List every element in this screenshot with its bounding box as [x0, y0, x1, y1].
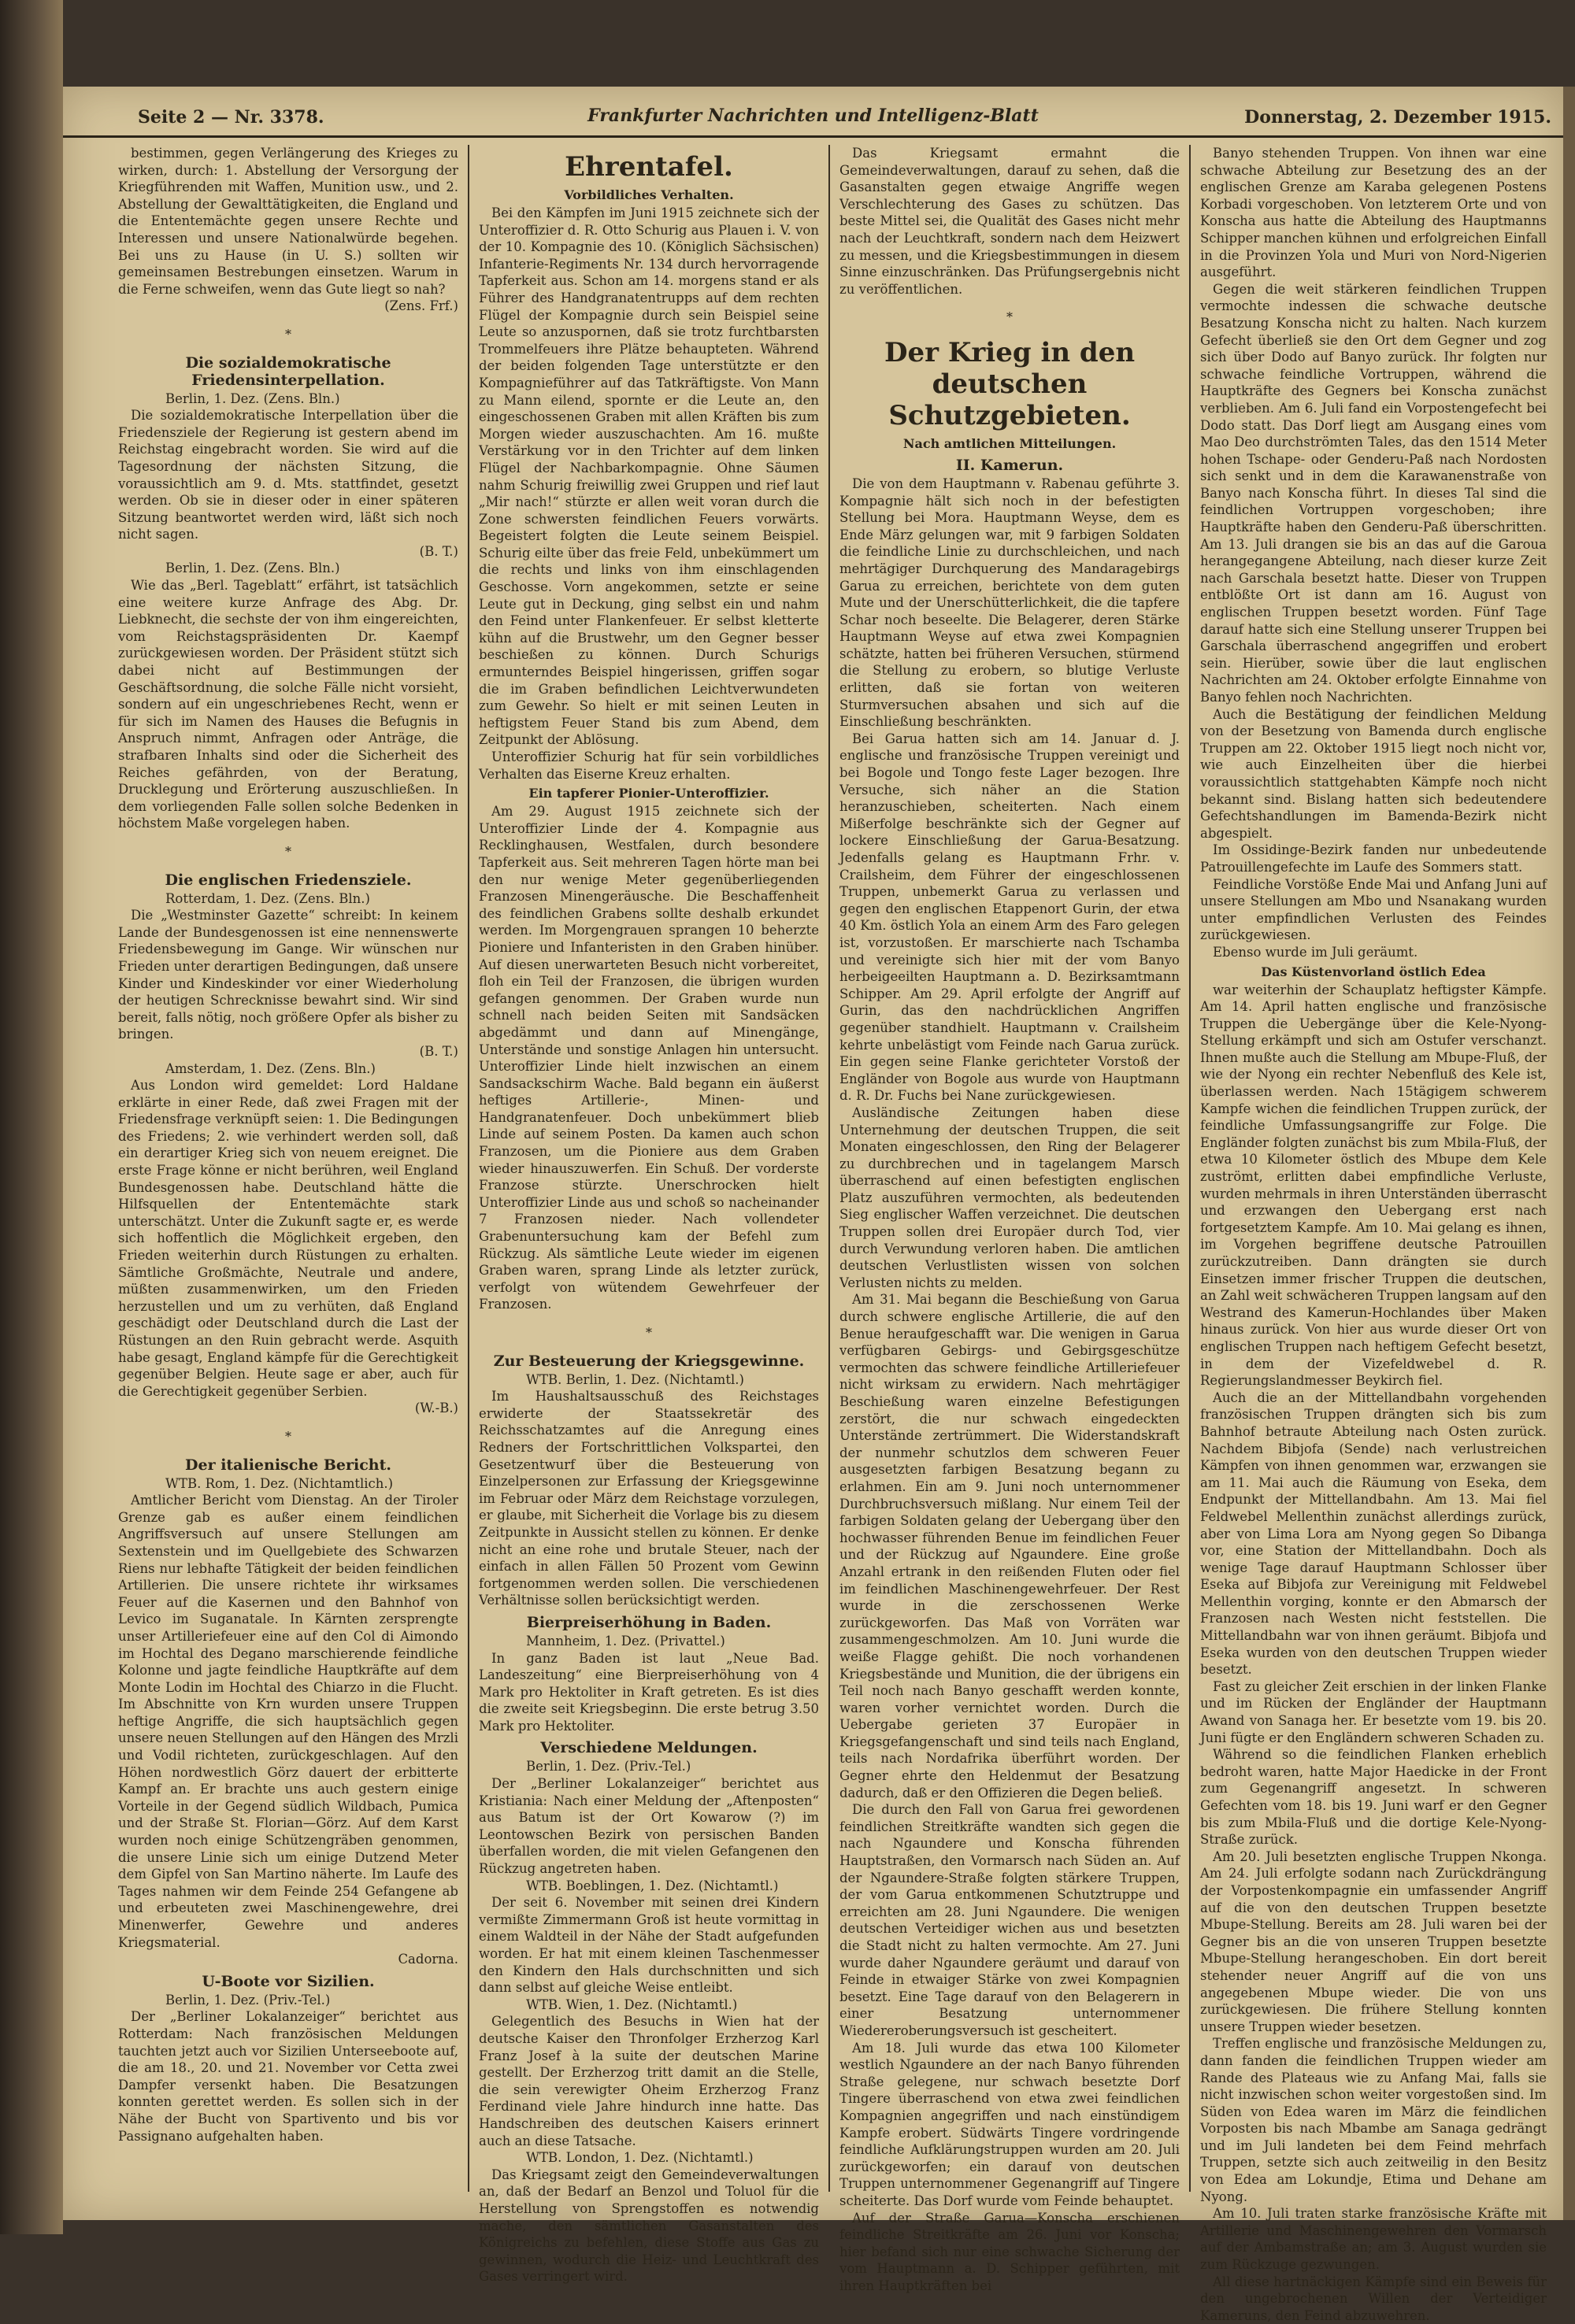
column-rule — [468, 145, 469, 2192]
article-paragraph: Während so die feindlichen Flanken erheblich bedroht waren, hatte Major Haedicke in der Front zum Gegenangriff angesetzt. In schweren Gefechten vom 18. bis 19. Juni warf er den Gegner bis zum Mbila-Fluß und die dortige Kele-Nyong-Straße zurück. — [1200, 1747, 1547, 1848]
dateline: WTB. London, 1. Dez. (Nichtamtl.) — [526, 2150, 754, 2166]
dateline: Berlin, 1. Dez. (Priv.-Tel.) — [526, 1759, 691, 1774]
article-paragraph: Ausländische Zeitungen haben diese Unternehmung der deutschen Truppen, die seit Monaten eingeschlossen, den Ring der Belagerer zu durchbrechen und in tagelangem Marsch überraschend auf einen befestigten englischen Platz auszuführen vermochten, als bedeutenden Sieg englischer Waffen verzeichnet. Die deutschen Truppen sollen drei Europäer durch Tod, vier durch Verwundung verloren haben. Die amtlichen deutschen Verlustlisten wissen von solchen Verlusten nichts zu melden. — [839, 1105, 1180, 1290]
column-3 — [839, 145, 1180, 2293]
subheadline: Nach amtlichen Mitteilungen. — [902, 435, 1117, 451]
article-paragraph: Am 29. August 1915 zeichnete sich der Unteroffizier Linde der 4. Kompagnie aus Recklinghausen, Westfalen, durch besondere Tapferkeit aus. Seit mehreren Tagen hörte man bei den nur wenige Meter gegenüberliegenden Franzosen Minengeräusche. Die Beschaffenheit des feindlichen Grabens sollte deshalb erkundet werden. Im Morgengrauen sprangen 10 beherzte Pioniere und Infanteristen in den Graben hinüber. Auf diesen unerwarteten Besuch nicht vorbereitet, floh ein Teil der Franzosen, die übrigen wurden gefangen genommen. Der Graben wurde nun schnell nach beiden Seiten mit Sandsäcken abgedämmt und dann auf Minengänge, Unterstände und sonstige Anlagen hin untersucht. Unteroffizier Linde hielt inzwischen an einem Sandsackschirm Wache. Bald begann ein äußerst heftiges Artillerie-, Minen- und Handgranatenfeuer. Doch unbekümmert blieb Linde auf seinem Posten. Da kamen auch schon Franzosen, um die Pioniere aus dem Graben wieder hinauszuwerfen. Ein Schuß. Der vorderste Franzose stürzte. Unerschrocken hielt Unteroffizier Linde aus und schoß so nacheinander 7 Franzosen nieder. Nach vollendeter Grabenuntersuchung kam der Befehl zum Rückzug. Als sämtliche Leute wieder im eigenen Graben waren, sprang Linde als letzter zurück, verfolgt von wütendem Gewehrfeuer der Franzosen. — [479, 804, 819, 1312]
article-continuation: bestimmen, gegen Verlängerung des Krieges zu wirken, durch: 1. Abstellung der Versorgung der Kriegführenden mit Waffen, Munition usw., und 2. Abstellung der Gewalttätigkeiten, die England und die Ententemächte gegen unsere Rechte und Interessen und unsere Nationalwürde begehen. Bei uns zu Hause (in U. S.) sollten wir gemeinsamen Bestrebungen einsetzen. Warum in die Ferne schweifen, wenn das Gute liegt so nah? — [118, 146, 458, 297]
book-binding — [0, 0, 63, 2234]
article-paragraph: Die durch den Fall von Garua frei gewordenen feindlichen Streitkräfte wandten sich gegen die nach Ngaundere und Konscha führenden Hauptstraßen, den Vormarsch nach Süden an. Auf der Ngaundere-Straße folgten stärkere Truppen, der vom Garua entkommenen Schutztruppe und erreichten am 28. Juni Ngaundere. Die wenigen deutschen Verteidiger wichen aus und besetzten die Stadt nicht zu halten vermochte. Am 27. Juni wurde daher Ngaundere geräumt und darauf von Feinde in etwaiger Stärke von zwei Kompagnien besetzt. Eine Tage darauf von den Belagerern in einer Besatzung unternommener Wiedereroberungsversuch ist gescheitert. — [839, 1802, 1180, 2038]
headline-krieg-schutzgebiete: Der Krieg in den deutschen Schutzgebieten. — [884, 336, 1136, 431]
newspaper-title: Frankfurter Nachrichten und Intelligenz-Blatt — [587, 105, 1039, 126]
newspaper-page — [63, 87, 1563, 2323]
article-paragraph: Im Ossidinge-Bezirk fanden nur unbedeutende Patrouillengefechte im Laufe des Sommers statt. — [1200, 842, 1547, 875]
dateline: Mannheim, 1. Dez. (Privattel.) — [526, 1633, 725, 1649]
subheadline-kuestenvorland: Das Küstenvorland östlich Edea — [1261, 964, 1486, 979]
column-rule — [828, 145, 830, 2192]
article-paragraph: Wie das „Berl. Tageblatt“ erfährt, ist tatsächlich eine weitere kurze Anfrage des Abg. Dr. Liebknecht, die sechste der von ihm eingereichten, vom Reichstagspräsidenten Dr. Kaempf zurückgewiesen worden. Der Präsident stützt sich dabei nicht auf Bestimmungen der Geschäftsordnung, die solche Fälle nicht vorsieht, sondern auf ein ungeschriebenes Recht, wenn er für sich im Namen des Hauses die Befugnis in Anspruch nimmt, Anfragen oder Anträge, die strafbaren Inhalts sind oder die Sicherheit des Reiches gefährden, von der Beratung, Drucklegung und Erörterung auszuschließen. In dem vorliegenden Falle sollen solche Bedenken in höchstem Maße vorgelegen haben. — [118, 578, 458, 831]
separator: * — [285, 1428, 291, 1444]
article-paragraph: Die sozialdemokratische Interpellation über die Friedensziele der Regierung ist gestern abend im Reichstag eingebracht worden. Sie wird auf die Tagesordnung der nächsten Sitzung, die voraussichtlich am 9. d. Mts. stattfindet, gesetzt werden. Ob sie in dieser oder in einer späteren Sitzung beantwortet werden wird, läßt sich noch nicht sagen. — [118, 408, 458, 542]
subheadline: Vorbildliches Verhalten. — [564, 187, 734, 202]
article-paragraph: Fast zu gleicher Zeit erschien in der linken Flanke und im Rücken der Engländer der Hauptmann Awand von Sanaga her. Er besetzte vom 19. bis 20. Juni fügte er den Engländern schweren Schaden zu. — [1200, 1678, 1547, 1745]
subheadline: Ein tapferer Pionier-Unteroffizier. — [528, 786, 769, 801]
headline-u-boote: U-Boote vor Sizilien. — [202, 1972, 375, 1990]
headline-friedensziele: Die englischen Friedensziele. — [165, 871, 412, 889]
dateline: WTB. Boeblingen, 1. Dez. (Nichtamtl.) — [526, 1878, 779, 1893]
article-paragraph: Die von dem Hauptmann v. Rabenau geführte 3. Kompagnie hält sich noch in der befestigten Stellung bei Mora. Hauptmann Weyse, dem es Ende März gelungen war, mit 9 farbigen Soldaten die feindliche Linie zu durchschleichen, und nach mehrtägiger Durchquerung des Mandaragebirgs Garua zu erreichen, berichtete von dem guten Mute und der Unerschütterlichkeit, die die tapfere Schar noch beseelte. Die Belagerer, deren Stärke Hauptmann Weyse auf etwa zwei Kompagnien schätzte, hatten bei früheren Versuchen, stürmend die Stellung zu erobern, so blutige Verluste erlitten, daß sie fortan von weiteren Sturmversuchen absahen und sich auf die Einschließung beschränkten. — [839, 476, 1180, 730]
article-paragraph: Feindliche Vorstöße Ende Mai und Anfang Juni auf unsere Stellungen am Mbo und Nsanakang wurden unter empfindlichen Verlusten des Feindes zurückgewiesen. — [1200, 876, 1547, 943]
article-paragraph: Auch die Bestätigung der feindlichen Meldung von der Besetzung von Bamenda durch englische Truppen am 22. Oktober 1915 liegt noch nicht vor, wie auch Einzelheiten über die hierbei voraussichtlich stattgehabten Kämpfe noch nicht bekannt sind. Bislang hatten sich bedeutendere Gefechtshandlungen im Bamenda-Bezirk nicht abgespielt. — [1200, 706, 1547, 841]
column-1 — [118, 145, 458, 2207]
article-paragraph: Der „Berliner Lokalanzeiger“ berichtet aus Kristiania: Nach einer Meldung der „Aftenposten“ aus Batum ist der Ort Kowarow (?) im Leontowschen Bezirk von persischen Banden überfallen worden, die mit vielen Gefangenen den Rückzug angetreten haben. — [479, 1776, 819, 1877]
article-paragraph: Gelegentlich des Besuchs in Wien hat der deutsche Kaiser den Thronfolger Erzherzog Karl Franz Josef à la suite der deutschen Marine gestellt. Der Erzherzog tritt damit an die Stelle, die sein verewigter Oheim Erzherzog Franz Ferdinand viele Jahre hindurch inne hatte. Das Handschreiben des deutschen Kaisers erinnert auch an diese Tatsache. — [479, 2014, 819, 2148]
article-continuation: Das Kriegsamt ermahnt die Gemeindeverwaltungen, darauf zu sehen, daß die Gasanstalten gegen etwaige Angriffe wegen Verschlechterung des Gases zu schützen. Das beste Mittel sei, die Qualität des Gases nicht mehr nach der Leuchtkraft, sondern nach dem Heizwert zu messen, und die Kriegsbestimmungen in diesem Sinne einzuschränken. Das Prüfungsergebnis nicht zu veröffentlichen. — [839, 146, 1180, 297]
page-edge — [1563, 87, 1575, 2220]
article-paragraph: Banyo stehenden Truppen. Von ihnen war eine schwache Abteilung zur Besetzung des an der englischen Grenze am Karaba gelegenen Postens Korbadi vorgeschoben. Von letzterem Orte und von Konscha aus hatte die Abteilung des Hauptmanns Schipper manchen kühnen und erfolgreichen Einfall in die Provinzen Yola und Muri von Nord-Nigerien ausgeführt. — [1200, 146, 1547, 280]
headline-bierpreis: Bierpreiserhöhung in Baden. — [526, 1613, 772, 1631]
article-paragraph: Gegen die weit stärkeren feindlichen Truppen vermochte indessen die schwache deutsche Besatzung Konscha nicht zu halten. Nach kurzem Gefecht überließ sie den Ort dem Gegner und zog sich über Dodo auf Banyo zurück. Ihr folgten nur schwache feindliche Vortruppen, während die Hauptkräfte des Gegners bei Konscha zunächst verblieben. Am 6. Juli fand ein Vorpostengefecht bei Dodo statt. Das Dorf liegt am Ausgang eines vom Mao Deo durchströmten Tales, das den 1514 Meter hohen Tschape- oder Genderu-Paß nach Nordosten sich senkt und in dem die Karawanenstraße von Banyo nach Konscha führt. In dieses Tal sind die feindlichen Vortruppen vorgeschoben; ihre Hauptkräfte haben den Genderu-Paß überschritten. Am 13. Juli drangen sie bis an das auf die Garoua herangegangene Abteilung, nach dieser kurze Zeit nach Garschala besetzt hatte. Dieser von Truppen entblößte Ort ist dann am 16. August von englischen Truppen besetzt worden. Fünf Tage darauf hatte sich eine Stellung unserer Truppen bei Garschala überraschend angegriffen und erobert sein. Hierüber, sowie über die laut englischen Nachrichten am 24. Oktober erfolgte Einnahme von Banyo fehlen noch Nachrichten. — [1200, 281, 1547, 705]
article-paragraph: In ganz Baden ist laut „Neue Bad. Landeszeitung“ eine Bierpreiserhöhung von 4 Mark pro Hektoliter in Kraft getreten. Es ist dies die zweite seit Kriegsbeginn. Die erste betrug 3.50 Mark pro Hektoliter. — [479, 1650, 819, 1734]
source-note: (B. T.) — [419, 543, 458, 559]
section-heading-kamerun: II. Kamerun. — [955, 456, 1064, 474]
dateline: Berlin, 1. Dez. (Zens. Bln.) — [165, 390, 340, 406]
headline-ehrentafel: Ehrentafel. — [565, 151, 733, 183]
article-paragraph: Auch die an der Mittellandbahn vorgehenden französischen Truppen drängten sich bis zum Bahnhof betraute Abteilung nach Osten zurück. Nachdem Bibjofa (Sende) nach verlustreichen Kämpfen von ihnen genommen war, erzwangen sie am 11. Mai auch die Räumung von Eseka, dem Endpunkt der Mittellandbahn. Am 13. Mai fiel Feldwebel Mellenthin zunächst allerdings zurück, aber von Lima Lora am Nyong gegen So Dibanga vor, eine Station der Mittellandbahn. Doch als wenige Tage darauf Hauptmann Schlosser über Eseka auf Bibjofa zur Vereinigung mit Feldwebel Mellenthin vorging, konnte er den Abmarsch der Franzosen nach Westen nicht feststellen. Die Mittellandbahn war von ihnen geräumt. Bibjofa und Eseka wurden von den deutschen Truppen wieder besetzt. — [1200, 1390, 1547, 1678]
article-paragraph: Unteroffizier Schurig hat für sein vorbildliches Verhalten das Eiserne Kreuz erhalten. — [479, 749, 819, 782]
article-paragraph: Im Haushaltsausschuß des Reichstages erwiderte der Staatssekretär des Reichsschatzamtes auf die Anregung eines Redners der Fortschrittlichen Volkspartei, den Gesetzentwurf über die Besteuerung von Einzelpersonen zur Erfassung der Kriegsgewinne im Februar oder März dem Reichstage vorzulegen, er glaube, mit Sicherheit die Vorlage bis zu diesem Zeitpunkte in Aussicht stellen zu können. Er denke nicht an eine rohe und brutale Steuer, nach der einfach in allen Fällen 50 Prozent vom Gewinn fortgenommen werden sollen. Die verschiedenen Verhältnisse sollen berücksichtigt werden. — [479, 1389, 819, 1608]
column-4 — [1200, 145, 1547, 2323]
dateline: Rotterdam, 1. Dez. (Zens. Bln.) — [165, 890, 370, 906]
headline-kriegsgewinne: Zur Besteuerung der Kriegsgewinne. — [493, 1352, 805, 1370]
headline-interpellation: Die sozialdemokratische Friedensinterpellation. — [185, 353, 391, 389]
article-paragraph: Aus London wird gemeldet: Lord Haldane erklärte in einer Rede, daß zwei Fragen mit der Friedensfrage verknüpft seien: 1. Die Bedingungen des Friedens; 2. wie verhindert werden soll, daß ein derartiger Krieg sich von neuem ereignet. Die erste Frage könne er nicht berühren, weil England Bundesgenossen habe. Deutschland hätte die Hilfsquellen der Ententemächte stark unterschätzt. Unter die Zukunft sagte er, es werde sich hoffentlich die Möglichkeit ergeben, den Frieden weiterhin durch Rüstungen zu erhalten. Sämtliche Großmächte, Neutrale und andere, müßten zusammenwirken, um den Frieden herzustellen und um zu verhüten, daß England geschädigt oder Deutschland durch die Last der Rüstungen an den Ruin gebracht werde. Asquith habe gesagt, England kämpfe für die Gerechtigkeit gegenüber Belgien. Heute sage er aber, auch für die Gerechtigkeit gegenüber Serbien. — [118, 1078, 458, 1399]
signature: Cadorna. — [398, 1952, 458, 1967]
separator: * — [1006, 309, 1013, 325]
column-rule — [1189, 145, 1191, 2192]
article-paragraph: Bei den Kämpfen im Juni 1915 zeichnete sich der Unteroffizier d. R. Otto Schurig aus Plauen i. V. von der 10. Kompagnie des 10. (Königlich Sächsischen) Infanterie-Regiments Nr. 134 durch hervorragende Tapferkeit aus. Schon am 14. morgens stand er als Führer des Handgranatentrupps auf dem rechten Flügel der Kompagnie durch sein Beispiel seine Leute so anzuspornen, daß sie trotz furchtbarsten Trommelfeuers ihre Plätze behaupteten. Während der beiden folgenden Tage unterstützte er den Kompagnieführer auf das Tatkräftigste. Von Mann zu Mann eilend, spornte er die Leute an, den eingeschossenen Graben mit allen Kräften bis zum Morgen wieder auszuschachten. Am 16. mußte Verstärkung vor in den Trichter auf dem linken Flügel der Nachbarkompagnie. Ohne Säumen nahm Schurig freiwillig zwei Gruppen und rief laut „Mir nach!“ stürzte er allen weit voran durch die Zone schwersten feindlichen Feuers vorwärts. Begeistert folgten die Leute seinem Beispiel. Schurig eilte über das freie Feld, unbekümmert um die rechts und links von ihm einschlagenden Geschosse. Vorn angekommen, setzte er seine Leute gut in Deckung, ging selbst ein und nahm den Feind unter Flankenfeuer. Er selbst kletterte kühn auf die Brustwehr, um den Gegner besser beschießen zu können. Durch Schurigs ermunterndes Beispiel hingerissen, griffen sogar die im Graben befindlichen Leichtverwundeten zum Gewehr. So hielt er mit seinen Leuten in heftigstem Feuer Stand bis zum Abend, dem Zeitpunkt der Ablösung. — [479, 205, 819, 748]
source-note: (B. T.) — [419, 1043, 458, 1059]
article-paragraph: All diese hartnäckigen Kämpfe sind ein Beweis für den ungebrochenen Willen der Verteidiger Kameruns, den Feind abzuwehren. — [1200, 2274, 1547, 2323]
dateline: WTB. Rom, 1. Dez. (Nichtamtlich.) — [165, 1475, 394, 1491]
column-2 — [479, 145, 819, 2285]
article-paragraph: Am 20. Juli besetzten englische Truppen Nkonga. Am 24. Juli erfolgte sodann nach Zurückdrängung der Vorpostenkompagnie ein umfassender Angriff auf die von den deutschen Truppen besetzte Mbupe-Stellung. Bereits am 28. Juli waren bei der Gegner bis an die von unseren Truppen besetzte Mbupe-Stellung herangeschoben. Ein dort bereit stehender neuer Angriff auf die von uns angegebenen Mbupe wieder. Die von uns zurückgewiesen. Die frühere Stellung konnten unsere Truppen wieder besetzen. — [1200, 1848, 1547, 2034]
article-paragraph: Auf der Straße Garua—Konscha erschienen feindliche Streitkräfte am 26. Juni vor Konscha; hier befand sich nur eine schwache Sicherung der vom Hauptmann a. D. Schipper geführten, mit ihren Hauptkräften bei — [839, 2210, 1180, 2293]
article-paragraph: Der „Berliner Lokalanzeiger“ berichtet aus Rotterdam: Nach französischen Meldungen tauchten jetzt auch vor Sizilien Unterseeboote auf, die am 18., 20. und 21. November vor Cetta zwei Dampfer versenkt haben. Die Besatzungen konnten gerettet werden. Es sollen sich in der Nähe der Bucht von Spartivento und bis vor Passignano aufgehalten haben. — [118, 2009, 458, 2144]
dateline: Berlin, 1. Dez. (Zens. Bln.) — [165, 561, 340, 576]
issue-date: Donnerstag, 2. Dezember 1915. — [1244, 107, 1551, 128]
article-paragraph: Am 31. Mai begann die Beschießung von Garua durch schwere englische Artillerie, die auf den Benue heraufgeschafft war. Die wenigen in Garua verfügbaren Gebirgs- und Gebirgsgeschütze vermochten das schwere feindliche Artilleriefeuer nicht wirksam zu erwidern. Nach mehrtägiger Beschießung waren einzelne Befestigungen zerstört, die nur schwach eingedeckten Unterstände zertrümmert. Die Widerstandskraft der nunmehr schutzlos dem schweren Feuer ausgesetzten farbigen Besatzung begann zu erlahmen. Ein am 9. Juni noch unternommener Durchbruchsversuch mißlang. Nur einem Teil der farbigen Soldaten gelang der Uebergang über den hochwasser führenden Benue im feindlichen Feuer und der Rückzug auf Ngaundere. Eine große Anzahl ertrank in den reißenden Fluten oder fiel im feindlichen Maschinengewehrfeuer. Der Rest wurde in die zerschossenen Werke zurückgeworfen. Das Maß von Vorräten war zusammengeschmolzen. Am 10. Juni wurde die weiße Flagge gehißt. Die noch vorhandenen Kriegsbestände und Munition, die der übrigens ein Teil noch nach Banyo geschafft werden konnte, waren vorher vernichtet worden. Durch die Uebergabe gerieten 37 Europäer in Kriegsgefangenschaft und sind teils nach England, teils nach Nordafrika überführt worden. Der Gegner ehrte den Heldenmut der Besatzung dadurch, daß er den Offizieren die Degen beließ. — [839, 1292, 1180, 1800]
article-paragraph: Amtlicher Bericht vom Dienstag. An der Tiroler Grenze gab es außer einem feindlichen Angriffsversuch auf unsere Stellungen am Sextenstein und im Quellgebiete des Schwarzen Riens nur lebhafte Tätigkeit der beiden feindlichen Artillerien. Die unsere richtete ihr wirksames Feuer auf die Kasernen und den Bahnhof von Levico im Suganatale. In Kärnten zersprengte unser Artilleriefeuer eine auf den Col di Aimondo im Hochtal des Degano marschierende feindliche Kolonne und jagte feindliche Hauptkräfte auf dem Monte Lodin im Hochtal des Chiarzo in die Flucht. Im Abschnitte von Krn wurden unsere Truppen heftige Angriffe, die sich hauptsächlich gegen unsere neuen Stellungen auf den Hängen des Mrzli und Vodil richteten, zurückgeschlagen. Auf den Höhen nordwestlich Görz dauert der erbitterte Kampf an. Er brachte uns auch gestern einige Vorteile in der Gegend südlich Wildbach, Pumica und der Straße St. Florian—Görz. Auf dem Karst wurden noch einige Schützengräben genommen, die unsere Linie sich um einige Dutzend Meter dem Gipfel von San Martino näherte. Im Laufe des Tages nahmen wir dem Feinde 254 Gefangene ab und erbeuteten zwei Maschinengewehre, drei Minenwerfer, Gewehre und anderes Kriegsmaterial. — [118, 1493, 458, 1950]
dateline: Berlin, 1. Dez. (Priv.-Tel.) — [165, 1992, 331, 2008]
article-paragraph: Die „Westminster Gazette“ schreibt: In keinem Lande der Bundesgenossen ist eine nennenswerte Friedensbewegung im Gange. Wir wünschen nur Frieden unter derartigen Bedingungen, daß unsere Kinder und Kindeskinder vor einer Wiederholung der heutigen Schrecknisse bewahrt sind. Wir sind bereit, falls nötig, noch größere Opfer als bisher zu bringen. — [118, 908, 458, 1042]
article-paragraph: Treffen englische und französische Meldungen zu, dann fanden die feindlichen Truppen wieder am Rande des Plateaus wie zu Anfang Mai, falls sie nicht inzwischen schon weiter vorgestoßen sind. Im Süden von Edea waren im März die feindlichen Vorposten bis nach Mbambe am Sanaga gedrängt und im Juli landeten bei dem Feind mehrfach Truppen, setzte sich auch zeitweilig in den Besitz von Edea am Lokundje, Etima und Dehane am Nyong. — [1200, 2036, 1547, 2204]
article-paragraph: war weiterhin der Schauplatz heftigster Kämpfe. Am 14. April hatten englische und französische Truppen die Uebergänge über die Kele-Nyong-Stellung erkämpft und sich am Ostufer verschanzt. Ihnen mußte auch die Stellung am Mbupe-Fluß, der wie der Nyong ein rechter Nebenfluß des Kele ist, überlassen werden. Nach 15tägigem schwerem Kampfe wichen die feindlichen Truppen zurück, der feindliche Umfassungsangriffe zur Folge. Die Engländer folgten zunächst bis zum Mbila-Fluß, der etwa 10 Kilometer östlich des Mbupe dem Kele zuströmt, erlitten dabei empfindliche Verluste, wurden mehrmals in ihren Unterständen überrascht und erzwangen den Uebergang erst nach fortgesetztem Kampfe. Am 10. Mai gelang es ihnen, im Vorgehen begriffene deutsche Patrouillen zurückzutreiben. Dann drängten sie durch Einsetzen immer frischer Truppen die deutschen, an Zahl weit schwächeren Truppen langsam auf den Westrand des Kamerun-Hochlandes über Maken hinaus zurück. Von hier aus wurde dieser Ort von englischen Truppen nach heftigem Gefecht besetzt, in dem der Vizefeldwebel d. R. Regierungslandmesser Beykirch fiel. — [1200, 982, 1547, 1389]
article-paragraph: Am 18. Juli wurde das etwa 100 Kilometer westlich Ngaundere an der nach Banyo führenden Straße gelegene, nur schwach besetzte Dorf Tingere überraschend von etwa zwei feindlichen Kompagnien angegriffen und nach einstündigem Kampfe erobert. Südwärts Tingere vordringende feindliche Aufklärungstruppen wurden am 20. Juli zurückgeworfen; ein darauf von deutschen Truppen unternommener Gegenangriff auf Tingere scheiterte. Das Dorf wurde vom Feinde behauptet. — [839, 2040, 1180, 2208]
separator: * — [285, 326, 291, 342]
article-paragraph: Ebenso wurde im Juli geräumt. — [1213, 944, 1418, 960]
page-header — [63, 87, 1563, 138]
separator: * — [646, 1325, 652, 1340]
source-note: (Zens. Frf.) — [384, 298, 458, 314]
headline-verschiedene-meldungen: Verschiedene Meldungen. — [540, 1739, 758, 1757]
source-note: (W.-B.) — [414, 1401, 458, 1416]
article-paragraph: Am 10. Juli traten starke französische Kräfte mit Artillerie und Maschinengewehren den Vormarsch auf der Ambamstraße an; am 3. August wurden sie zum Rückzuge gezwungen. — [1200, 2206, 1547, 2273]
dateline: Amsterdam, 1. Dez. (Zens. Bln.) — [165, 1060, 376, 1076]
separator: * — [285, 843, 291, 859]
page-number: Seite 2 — Nr. 3378. — [138, 107, 324, 128]
headline-italienischer-bericht: Der italienische Bericht. — [185, 1456, 391, 1474]
article-paragraph: Bei Garua hatten sich am 14. Januar d. J. englische und französische Truppen vereinigt und bei Bogole und Tongo feste Lager bezogen. Ihre Versuche, sich näher an die Station heranzuschieben, scheiterten. Nach einem Mißerfolge beschränkte sich der Gegner auf lockere Einschließung der Garua-Besatzung. Jedenfalls gelang es Hauptmann Frhr. v. Crailsheim, dem Führer der eingeschlossenen Truppen, unbemerkt Garua zu verlassen und gegen den englischen Etappenort Gurin, der etwa 40 Km. östlich Yola an einem Arm des Faro gelegen ist, vorzustoßen. Er marschierte nach Tschamba und vereinigte sich hier mit der vom Banyo herbeigeeilten Hauptmann a. D. Bezirksamtmann Schipper. Am 29. April erfolgte der Angriff auf Gurin, das den nachdrücklichen Angriffen gegenüber standhielt. Hauptmann v. Crailsheim kehrte unbelästigt vom Feinde nach Garua zurück. Ein gegen seine Flanke gerichteter Vorstoß der Engländer von Bogole aus wurde von Hauptmann d. R. Dr. Fuchs bei Nane zurückgewiesen. — [839, 731, 1180, 1104]
dateline: WTB. Berlin, 1. Dez. (Nichtamtl.) — [526, 1371, 744, 1387]
dateline: WTB. Wien, 1. Dez. (Nichtamtl.) — [526, 1996, 738, 2012]
article-paragraph: Der seit 6. November mit seinen drei Kindern vermißte Zimmermann Groß ist heute vormittag in einem Waldteil in der Nähe der Stadt aufgefunden worden. Er hat mit einem kleinen Taschenmesser den Kindern den Hals durchschnitten und sich dann selbst auf gleiche Weise entleibt. — [479, 1895, 819, 1996]
article-paragraph: Das Kriegsamt zeigt den Gemeindeverwaltungen an, daß der Bedarf an Benzol und Toluol für die Herstellung von Sprengstoffen es notwendig mache, den sämtlichen Gasanstalten des Königreichs zu befehlen, diese Stoffe aus Gas zu gewinnen, wodurch die Heiz- und Leuchtkraft des Gases verringert wird. — [479, 2167, 819, 2285]
